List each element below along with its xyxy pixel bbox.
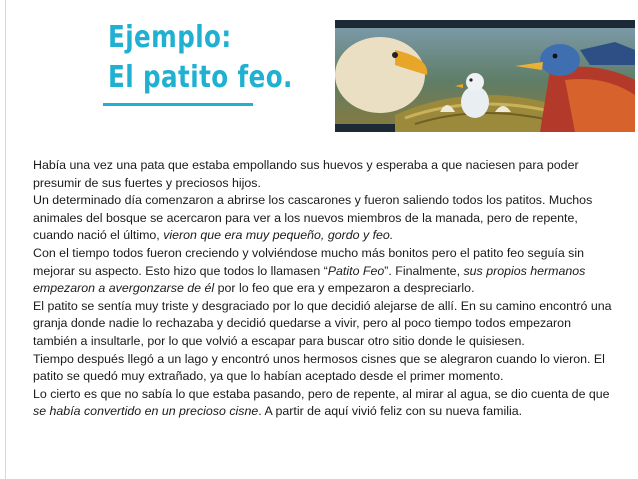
story-p6-emphasis: se había convertido en un precioso cisne: [33, 404, 259, 419]
story-paragraph-5: Tiempo después llegó a un lago y encontró unos hermosos cisnes que se alegraron cuando lo vieron. El patito se quedó muy extrañado, ya que lo habían aceptado desde el primer momento.: [33, 351, 605, 384]
story-p3-text-c: por lo feo que era y empezaron a despreciarlo.: [214, 281, 475, 296]
ugly-duckling-cartoon-image: [335, 20, 635, 132]
story-p3-text-b: ”. Finalmente,: [384, 263, 464, 278]
story-paragraph-2: [33, 192, 613, 245]
story-paragraph-3: [33, 245, 613, 298]
story-p6-text-b: . A partir de aquí vivió feliz con su nueva familia.: [258, 404, 523, 419]
story-p2-text: Un determinado día comenzaron a abrirse los cascarones y fueron saliendo todos los patitos. Muchos animales del bosque se acercaron para ver a los nuevos miembros de la manada, pero de repente, cuando nació el último,: [33, 193, 593, 243]
story-p2-emphasis: vieron que era muy pequeño, gordo y feo.: [163, 228, 394, 243]
story-p3-emphasis-2: sus propios hermanos empezaron a avergonzarse de él: [33, 263, 586, 296]
slide-title: [108, 18, 293, 98]
decorative-edge-line: [5, 0, 6, 479]
story-paragraph-4: El patito se sentía muy triste y desgraciado por lo que decidió alejarse de allí. En su camino encontró una granja donde nadie lo rechazaba y decidió quedarse a vivir, pero al poco tiempo todos empezaron también a insultarle, por lo que volvió a escapar para buscar otro sitio donde le quisiesen.: [33, 298, 612, 348]
story-p3-emphasis-1: Patito Feo: [327, 263, 385, 278]
title-line-1: Ejemplo:: [108, 20, 232, 55]
title-underline: [103, 103, 253, 106]
story-p3-text-a: Con el tiempo todos fueron creciendo y volviéndose mucho más bonitos pero el patito feo seguía sin mejorar su aspecto. Esto hizo que todos lo llamasen “: [33, 245, 585, 278]
story-text: [33, 157, 613, 421]
title-line-2: El patito feo.: [108, 60, 293, 95]
story-paragraph-1: Había una vez una pata que estaba empollando sus huevos y esperaba a que naciesen para poder presumir de sus fuertes y preciosos hijos.: [33, 158, 579, 190]
story-p6-text-a: Lo cierto es que no sabía lo que estaba pasando, pero de repente, al mirar al agua, se dio cuenta de que: [33, 386, 610, 401]
story-paragraph-6: [33, 386, 613, 421]
cartoon-scene: [335, 20, 635, 132]
